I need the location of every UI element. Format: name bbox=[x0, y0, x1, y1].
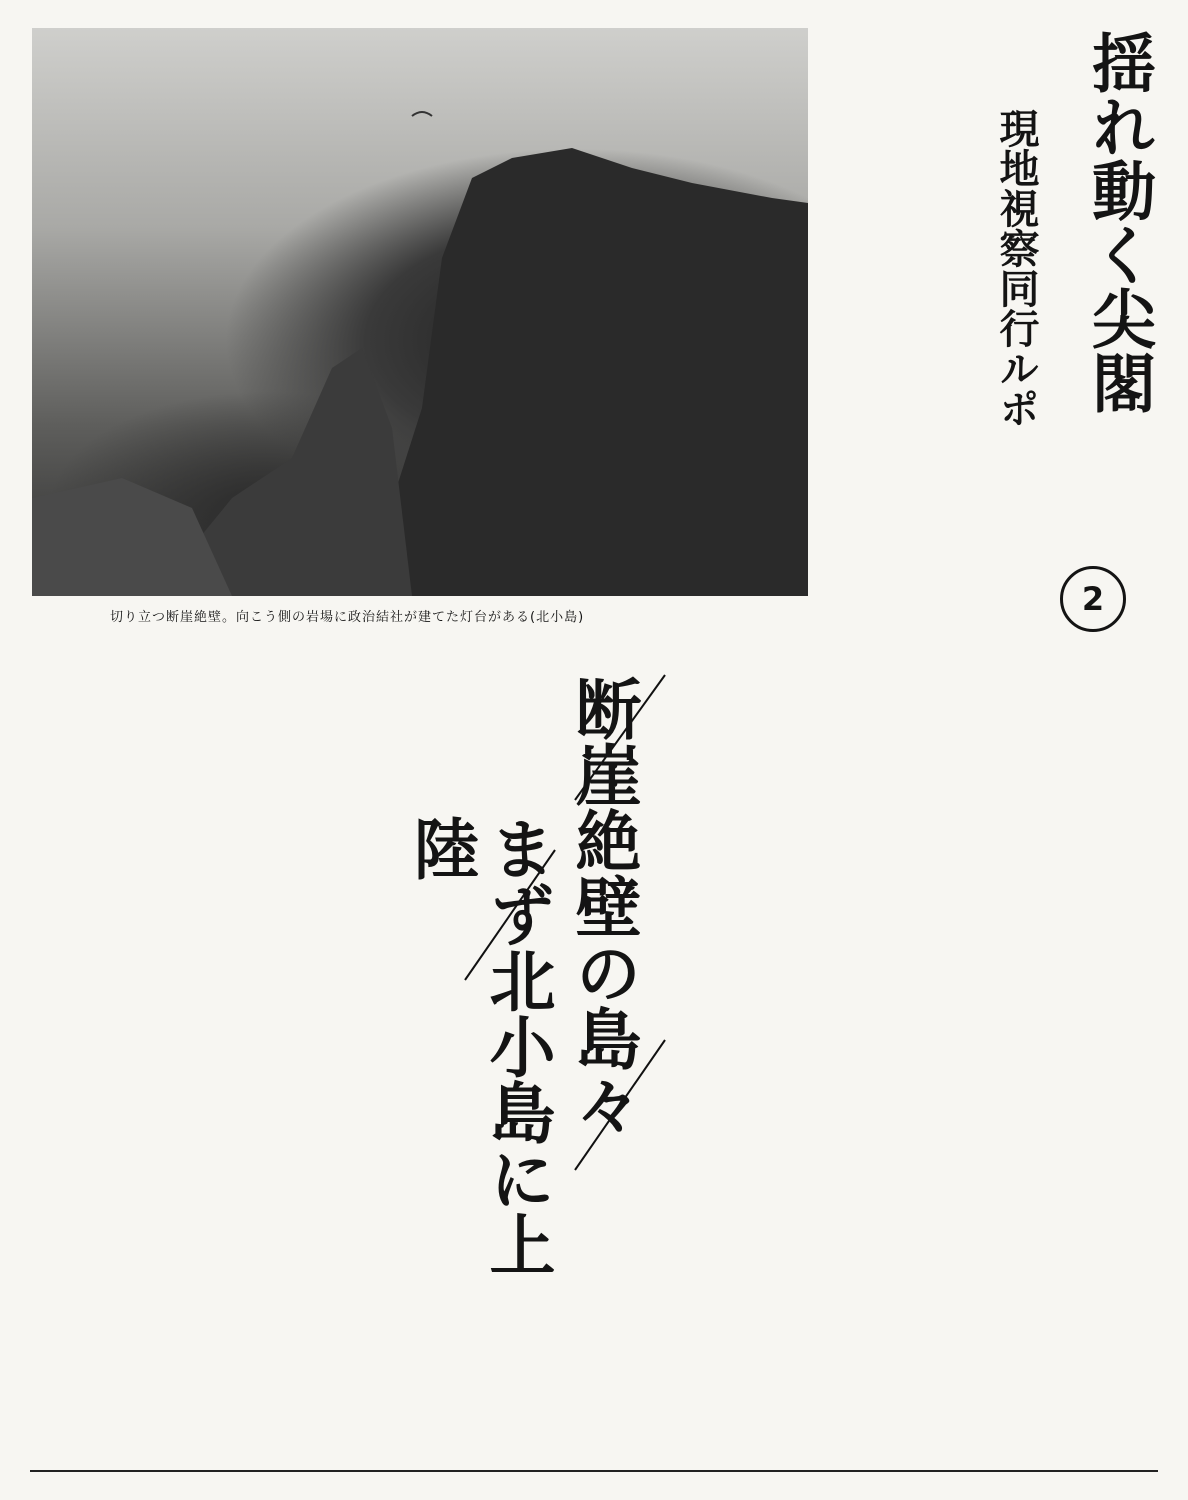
series-number-badge: 2 bbox=[1060, 566, 1126, 632]
article-title-line-1: 断崖絶壁の島々 bbox=[564, 675, 642, 1137]
headline: 揺れ動く尖閣 bbox=[1081, 30, 1156, 414]
article-title-line-2: まず北小島に上陸 bbox=[402, 815, 556, 1277]
cliff-illustration bbox=[32, 28, 808, 596]
article-photo bbox=[32, 28, 808, 596]
photo-caption: 切り立つ断崖絶壁。向こう側の岩場に政治結社が建てた灯台がある(北小島) bbox=[110, 610, 585, 625]
subhead: 現地視察同行ルポ bbox=[993, 108, 1039, 428]
bottom-rule bbox=[30, 1470, 1158, 1472]
